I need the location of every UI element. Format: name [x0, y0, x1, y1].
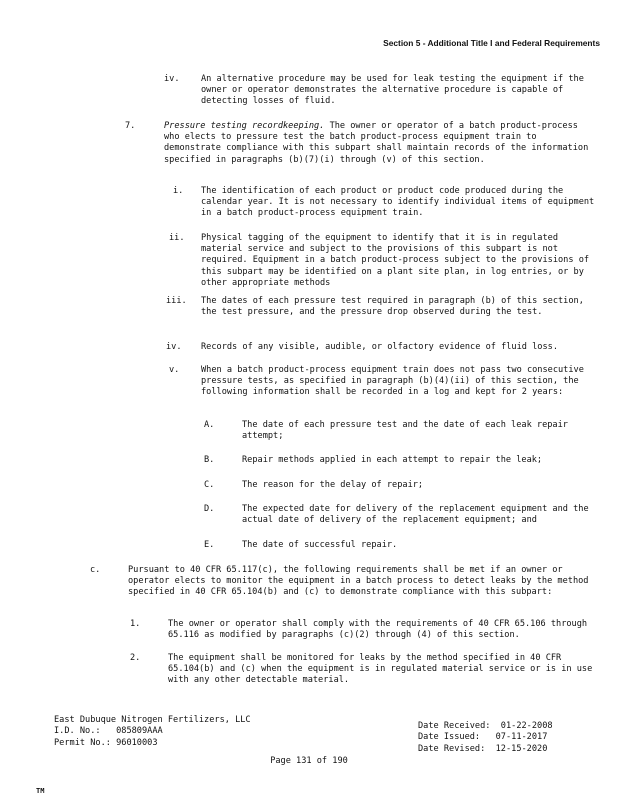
item-7-ii-text: Physical tagging of the equipment to identify that it is in regulated material service and subject to the provisions of this subpart is not required. Equipment in a batch product-process subject to the provisions of this subpart may be identified on a plant site plan, in log entries, or by other appropriate methods: [201, 233, 590, 288]
item-7-v-d-label: D.: [204, 504, 215, 514]
item-c-label: c.: [90, 565, 101, 575]
footer-issued-row: [418, 732, 553, 743]
item-c-2-text: The equipment shall be monitored for leaks by the method specified in 40 CFR 65.104(b) and (c) when the equipment is in regulated material service or is in use with any other detectable material.: [168, 653, 593, 686]
footer-id-row: [54, 726, 251, 737]
footer-id-value: 085809AAA: [116, 726, 163, 737]
footer-dates: [418, 721, 553, 755]
footer-received-label: Date Received:: [418, 721, 491, 731]
footer-received-row: [418, 721, 553, 732]
item-7-iii-label: iii.: [166, 296, 187, 306]
footer-issued-label: Date Issued:: [418, 732, 481, 743]
item-7-v-label: v.: [169, 365, 180, 375]
item-7-label: 7.: [125, 121, 136, 131]
footer-permit-label: Permit No.:: [54, 737, 111, 748]
item-7-i-text: The identification of each product or product code produced during the calendar year. It is not necessary to identify individual items of equipment in a batch product-process equipment train.: [201, 186, 595, 219]
item-7-v-d-text: The expected date for delivery of the replacement equipment and the actual date of delivery of the replacement equipment; and: [242, 504, 589, 526]
footer-permit-row: [54, 738, 251, 749]
item-7-v-a-text: The date of each pressure test and the date of each leak repair attempt;: [242, 420, 568, 442]
footer-revised-row: [418, 744, 553, 755]
footer-received-value: 01-22-2008: [500, 721, 553, 731]
item-7-iii-text: The dates of each pressure test required in paragraph (b) of this section, the test pressure, and the pressure drop observed during the test.: [201, 296, 584, 318]
footer-revised-value: 12-15-2020: [495, 743, 548, 754]
item-7-v-b-text: Repair methods applied in each attempt to repair the leak;: [242, 455, 543, 465]
footer-issued-value: 07-11-2017: [495, 732, 548, 743]
item-7-v-text: When a batch product-process equipment train does not pass two consecutive pressure tests, as specified in paragraph (b)(4)(ii) of this section, the following information shall be recorded in a log and kept for 2 years:: [201, 365, 584, 398]
item-7-v-e-text: The date of successful repair.: [242, 540, 398, 550]
item-7-i-label: i.: [173, 186, 184, 196]
corner-mark: TM: [36, 787, 45, 795]
item-7-iv-label: iv.: [166, 342, 182, 352]
footer-revised-label: Date Revised:: [418, 743, 486, 754]
item-c-text: Pursuant to 40 CFR 65.117(c), the following requirements shall be met if an owner or operator elects to monitor the equipment in a batch process to detect leaks by the method specified in 40 CFR 65.104(b) and (c) to demonstrate compliance with this subpart:: [128, 565, 589, 598]
item-c-2-label: 2.: [130, 653, 141, 663]
page-number: Page 131 of 190: [270, 756, 348, 766]
item-c-1-text: The owner or operator shall comply with the requirements of 40 CFR 65.106 through 65.116 as modified by paragraphs (c)(2) through (4) of this section.: [168, 619, 588, 641]
item-7-v-a-label: A.: [204, 420, 215, 430]
footer-permit-value: 96010003: [116, 737, 158, 748]
item-c-1-label: 1.: [130, 619, 141, 629]
section-header: Section 5 - Additional Title I and Federal Requirements: [383, 38, 600, 48]
item-7-paragraph: [164, 121, 596, 166]
footer-id-label: I.D. No.:: [54, 726, 101, 737]
item-7-v-b-label: B.: [204, 455, 215, 465]
item-7-v-c-text: The reason for the delay of repair;: [242, 480, 424, 490]
item-7-heading: Pressure testing recordkeeping.: [164, 121, 325, 131]
item-7-iv-text: Records of any visible, audible, or olfactory evidence of fluid loss.: [201, 342, 558, 352]
footer-permit-info: [54, 715, 251, 749]
item-7-v-c-label: C.: [204, 480, 215, 490]
item-7-ii-label: ii.: [169, 233, 185, 243]
item-7-v-e-label: E.: [204, 540, 215, 550]
item-iv-label: iv.: [164, 74, 180, 84]
item-7-text: The owner or operator of a batch product-process who elects to pressure test the batch product-process equipment train to demonstrate compliance with this subpart shall maintain records of the information specified in paragraphs (b)(7)(i) through (v) of this section.: [164, 121, 589, 165]
item-iv-text: An alternative procedure may be used for leak testing the equipment if the owner or operator demonstrates the alternative procedure is capable of detecting losses of fluid.: [201, 74, 584, 107]
footer-company: East Dubuque Nitrogen Fertilizers, LLC: [54, 715, 251, 725]
